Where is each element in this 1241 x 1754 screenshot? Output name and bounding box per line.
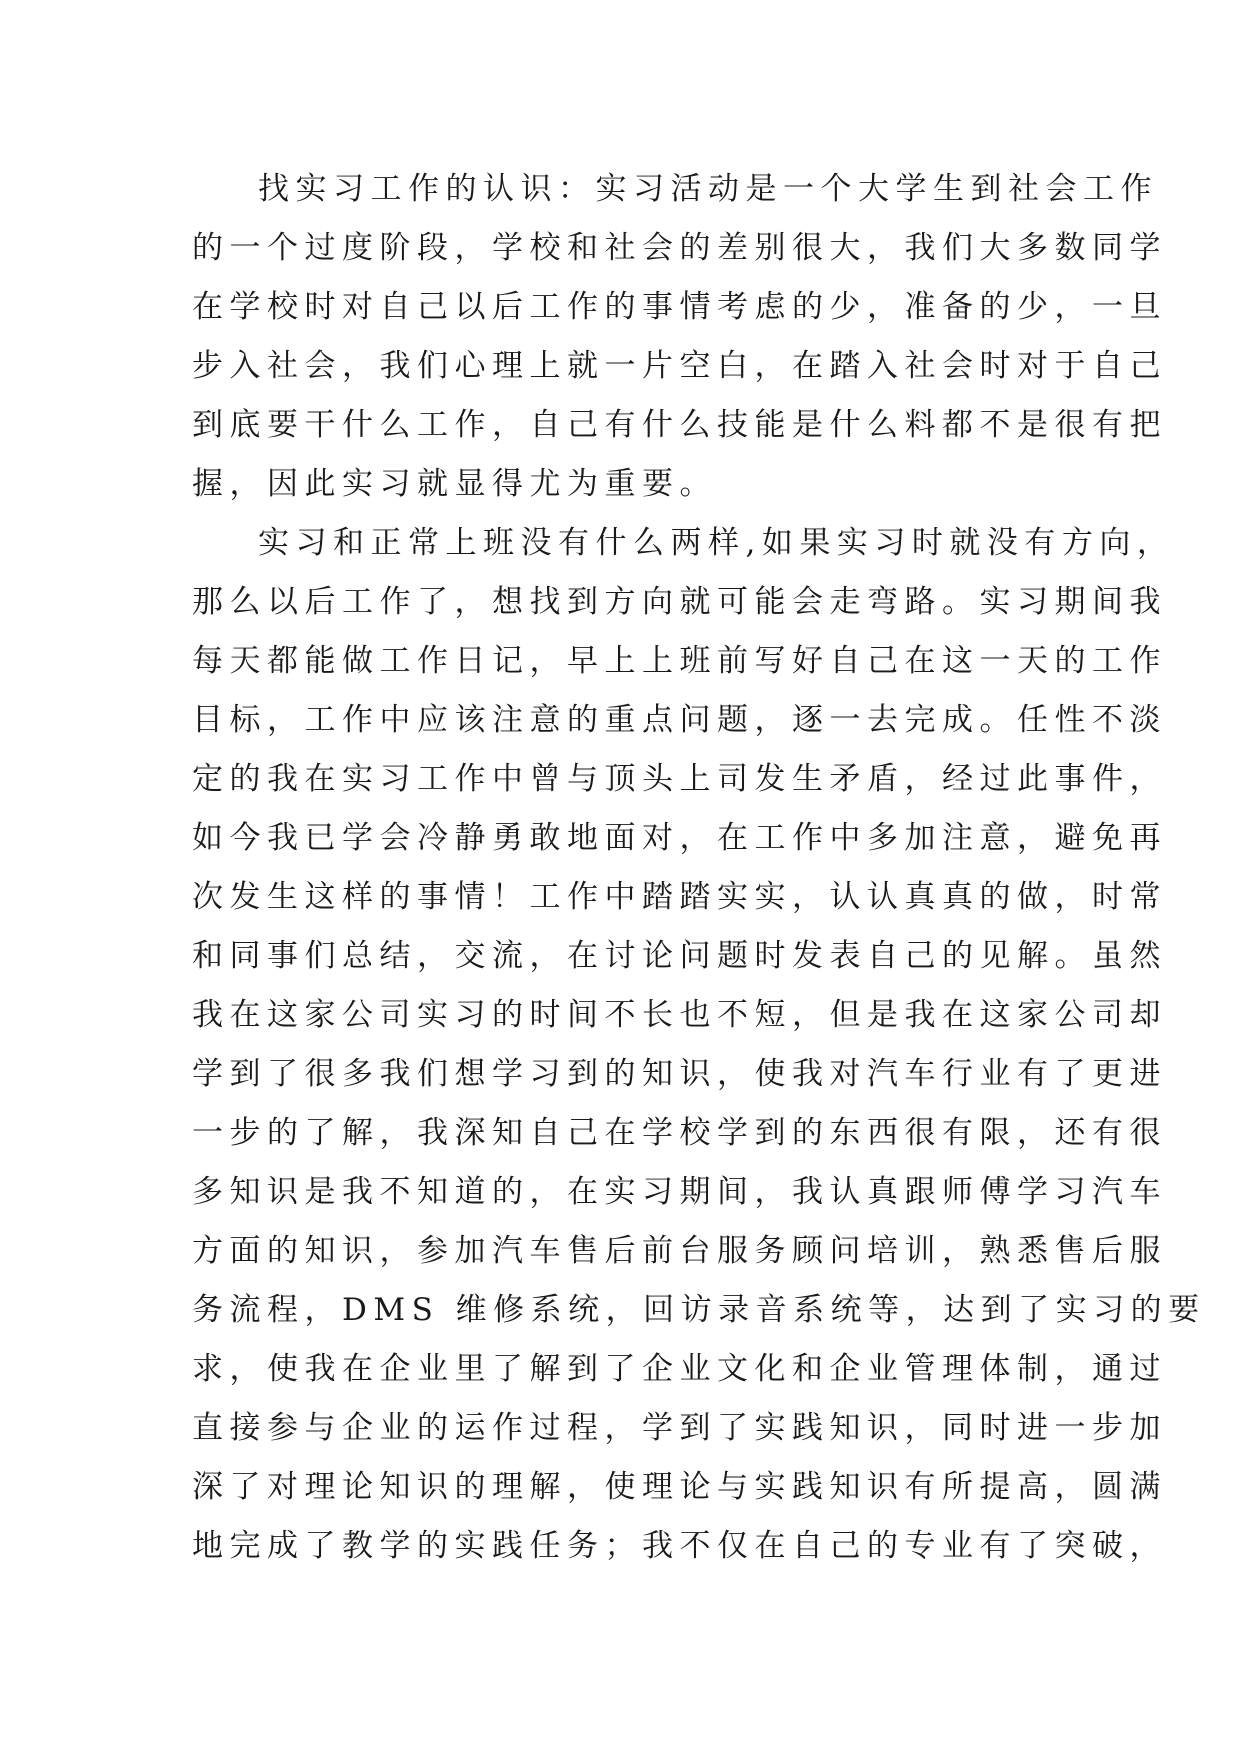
text-line: 步入社会，我们心理上就一片空白，在踏入社会时对于自己 xyxy=(192,348,1167,384)
text-line: 目标，工作中应该注意的重点问题，逐一去完成。任性不淡 xyxy=(192,702,1167,738)
text-line: 方面的知识，参加汽车售后前台服务顾问培训，熟悉售后服 xyxy=(192,1233,1167,1269)
text-line: 到底要干什么工作，自己有什么技能是什么料都不是很有把 xyxy=(192,407,1167,443)
text-line: 和同事们总结，交流，在讨论问题时发表自己的见解。虽然 xyxy=(192,938,1167,974)
text-line: 找实习工作的认识：实习活动是一个大学生到社会工作 xyxy=(258,171,1158,207)
text-line: 每天都能做工作日记，早上上班前写好自己在这一天的工作 xyxy=(192,643,1167,679)
text-line: 务流程，DMS 维修系统，回访录音系统等，达到了实习的要 xyxy=(192,1292,1206,1328)
text-line: 实习和正常上班没有什么两样,如果实习时就没有方向， xyxy=(258,525,1175,561)
text-line: 求，使我在企业里了解到了企业文化和企业管理体制，通过 xyxy=(192,1351,1167,1387)
text-line: 那么以后工作了，想找到方向就可能会走弯路。实习期间我 xyxy=(192,584,1167,620)
text-line: 握，因此实习就显得尤为重要。 xyxy=(192,466,717,502)
text-line: 深了对理论知识的理解，使理论与实践知识有所提高，圆满 xyxy=(192,1469,1167,1505)
paragraph-1 xyxy=(192,160,1167,514)
paragraph-2 xyxy=(192,514,1206,1576)
text-line: 我在这家公司实习的时间不长也不短，但是我在这家公司却 xyxy=(192,997,1167,1033)
text-line: 定的我在实习工作中曾与顶头上司发生矛盾，经过此事件， xyxy=(192,761,1167,797)
text-line: 直接参与企业的运作过程，学到了实践知识，同时进一步加 xyxy=(192,1410,1167,1446)
text-line: 一步的了解，我深知自己在学校学到的东西很有限，还有很 xyxy=(192,1115,1167,1151)
text-line: 学到了很多我们想学习到的知识，使我对汽车行业有了更进 xyxy=(192,1056,1167,1092)
text-line: 多知识是我不知道的，在实习期间，我认真跟师傅学习汽车 xyxy=(192,1174,1167,1210)
text-line: 地完成了教学的实践任务；我不仅在自己的专业有了突破， xyxy=(192,1528,1167,1564)
text-line: 在学校时对自己以后工作的事情考虑的少，准备的少，一旦 xyxy=(192,289,1167,325)
text-line: 如今我已学会冷静勇敢地面对，在工作中多加注意，避免再 xyxy=(192,820,1167,856)
document-body xyxy=(192,160,1206,1576)
text-line: 次发生这样的事情！工作中踏踏实实，认认真真的做，时常 xyxy=(192,879,1167,915)
text-line: 的一个过度阶段，学校和社会的差别很大，我们大多数同学 xyxy=(192,230,1167,266)
